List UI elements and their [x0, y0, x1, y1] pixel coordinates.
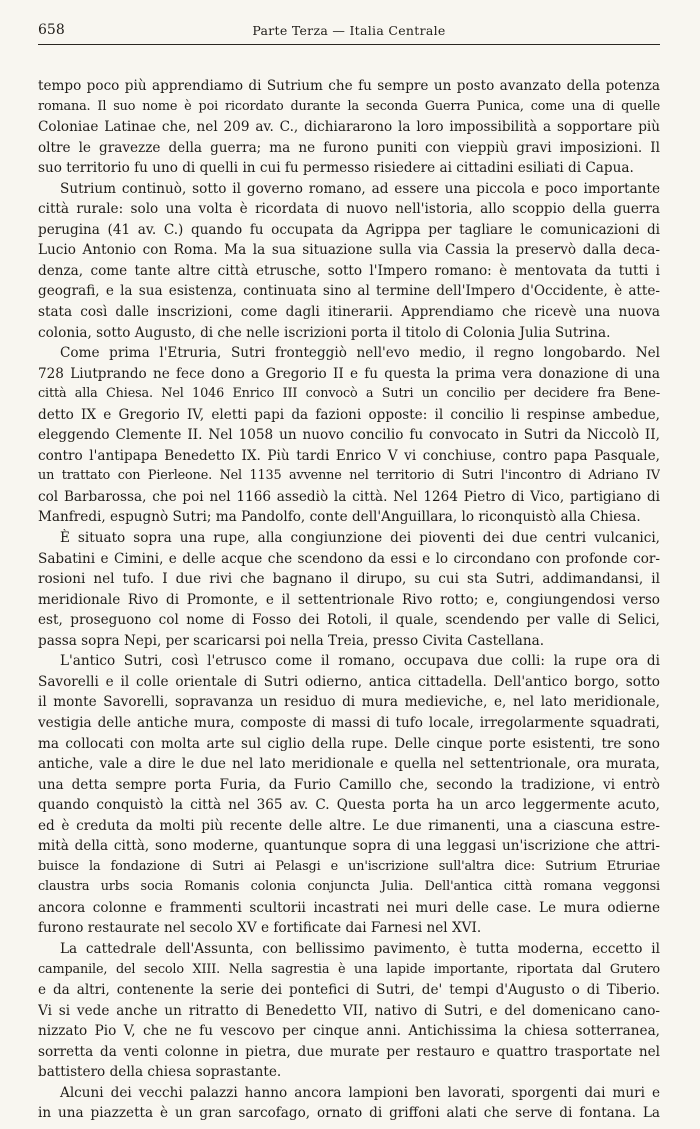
text-line: stata così dalle inscrizioni, come dagli itinerarii. Apprendiamo che ricevè una nuova: [38, 304, 660, 321]
text-line: battistero della chiesa soprastante.: [38, 1064, 282, 1081]
text-line: Alcuni dei vecchi palazzi hanno ancora lampioni ben lavorati, sporgenti dai muri e: [60, 1084, 660, 1101]
body-text: [38, 76, 660, 1124]
text-line: L'antico Sutri, così l'etrusco come il romano, occupava due colli: la rupe ora di: [60, 653, 660, 670]
text-line: Savorelli e il colle orientale di Sutri odierno, antica cittadella. Dell'antico borgo, sotto: [38, 673, 660, 690]
text-line: una detta sempre porta Furia, da Furio Camillo che, secondo la tradizione, vi entrò: [38, 776, 660, 793]
text-line: rosioni nel tufo. I due rivi che bagnano il dirupo, su cui sta Sutri, addimandansi, il: [38, 571, 660, 588]
text-line: Come prima l'Etruria, Sutri fronteggiò nell'evo medio, il regno longobardo. Nel: [60, 345, 660, 362]
page-header: [38, 18, 660, 45]
text-line: quando conquistò la città nel 365 av. C. Questa porta ha un arco leggermente acuto,: [38, 797, 660, 814]
running-head: Parte Terza — Italia Centrale: [252, 23, 446, 38]
text-line: Coloniae Latinae che, nel 209 av. C., dichiararono la loro impossibilità a sopportare più: [38, 119, 660, 136]
text-line: claustra urbs socia Romanis colonia conjuncta Julia. Dell'antica città romana veggonsi: [38, 879, 660, 895]
text-line: denza, come tante altre città etrusche, sotto l'Impero romano: è mentovata da tutti i: [38, 262, 660, 279]
text-line: città alla Chiesa. Nel 1046 Enrico III convocò a Sutri un concilio per decidere fra Bene-: [38, 386, 660, 402]
text-line: 728 Liutprando ne fece dono a Gregorio II e fu questa la prima vera donazione di una: [38, 365, 660, 382]
text-line: mità della città, sono moderne, quantunque sopra di una leggasi un'iscrizione che attri-: [38, 838, 660, 855]
text-line: suo territorio fu uno di quelli in cui fu permesso risiedere ai cittadini esiliati di Capua.: [38, 160, 634, 177]
text-line: un trattato con Pierleone. Nel 1135 avvenne nel territorio di Sutri l'incontro di Adriano IV: [38, 468, 660, 484]
text-line: romana. Il suo nome è poi ricordato durante la seconda Guerra Punica, come una di quelle: [38, 98, 660, 114]
text-line: Vi si vede anche un ritratto di Benedetto VII, nativo di Sutri, e del domenicano cano-: [38, 1002, 660, 1019]
text-line: perugina (41 av. C.) quando fu occupata da Agrippa per tagliare le comunicazioni di: [38, 221, 660, 238]
text-line: Manfredi, espugnò Sutri; ma Pandolfo, conte dell'Anguillara, lo riconquistò alla Chiesa.: [38, 509, 641, 526]
page-number: 658: [38, 22, 65, 38]
text-line: furono restaurate nel secolo XV e fortificate dai Farnesi nel XVI.: [38, 920, 482, 937]
text-line: La cattedrale dell'Assunta, con bellissimo pavimento, è tutta moderna, eccetto il: [60, 940, 660, 957]
text-line: oltre le gravezze della guerra; ma ne furono puniti con vieppiù gravi imposizioni. Il: [38, 139, 660, 156]
text-line: geografi, e la sua esistenza, continuata sino al termine dell'Impero d'Occidente, è atte-: [38, 283, 660, 300]
text-line: Lucio Antonio con Roma. Ma la sua situazione sulla via Cassia la preservò dalla deca-: [38, 242, 660, 259]
text-line: È situato sopra una rupe, alla congiunzione dei pioventi dei due centri vulcanici,: [60, 530, 660, 547]
text-line: campanile, del secolo XIII. Nella sagrestia è una lapide importante, riportata dal Grutero: [38, 961, 660, 977]
text-line: sorretta da venti colonne in pietra, due murate per restauro e quattro trasportate nel: [38, 1043, 660, 1060]
text-line: contro l'antipapa Benedetto IX. Più tardi Enrico V vi conchiuse, contro papa Pasquale,: [38, 447, 660, 464]
text-line: antiche, vale a dire le due nel lato meridionale e quella nel settentrionale, ora murata,: [38, 756, 660, 773]
text-line: nizzato Pio V, che ne fu vescovo per cinque anni. Antichissima la chiesa sotterranea,: [38, 1023, 660, 1040]
text-line: est, proseguono col nome di Fosso dei Rotoli, il quale, scendendo per valle di Selici,: [38, 612, 660, 629]
text-line: buisce la fondazione di Sutri ai Pelasgi e un'iscrizione sull'altra dice: Sutrium Etruriae: [38, 858, 660, 874]
text-line: ma collocati con molta arte sul ciglio della rupe. Delle cinque porte esistenti, tre sono: [38, 735, 660, 752]
text-line: eleggendo Clemente II. Nel 1058 un nuovo concilio fu convocato in Sutri da Niccolò II,: [38, 427, 660, 444]
text-line: meridionale Rivo di Promonte, e il settentrionale Rivo rotto; e, congiungendosi verso: [38, 591, 660, 608]
text-line: il monte Savorelli, sopravanza un residuo di mura medieviche, e, nel lato meridionale,: [38, 694, 660, 711]
text-line: colonia, sotto Augusto, di che nelle iscrizioni porta il titolo di Colonia Julia Sutrina.: [38, 324, 611, 341]
text-line: col Barbarossa, che poi nel 1166 assediò la città. Nel 1264 Pietro di Vico, partigiano di: [38, 488, 660, 505]
text-line: Sabatini e Cimini, e delle acque che scendono da essi e lo circondano con profonde cor-: [38, 550, 660, 567]
text-line: ancora colonne e frammenti scultorii incastrati nei muri delle case. Le mura odierne: [38, 899, 660, 916]
text-line: e da altri, contenente la serie dei pontefici di Sutri, de' tempi d'Augusto o di Tiberio.: [38, 982, 660, 999]
text-line: vestigia delle antiche mura, composte di massi di tufo locale, irregolarmente squadrati,: [38, 714, 660, 731]
text-line: in una piazzetta è un gran sarcofago, ornato di griffoni alati che serve di fontana. La: [38, 1105, 660, 1122]
text-line: detto IX e Gregorio IV, eletti papi da fazioni opposte: il concilio li respinse ambedue,: [38, 406, 660, 423]
text-line: Sutrium continuò, sotto il governo romano, ad essere una piccola e poco importante: [60, 180, 660, 197]
text-line: tempo poco più apprendiamo di Sutrium che fu sempre un posto avanzato della potenza: [38, 78, 660, 94]
text-line: ed è creduta da molti più recente delle altre. Le due rimanenti, una a ciascuna estre-: [38, 817, 660, 834]
text-line: passa sopra Nepi, per scaricarsi poi nella Treia, presso Civita Castellana.: [38, 632, 545, 649]
text-line: città rurale: solo una volta è ricordata di nuovo nell'istoria, allo scoppio della guerra: [38, 201, 660, 218]
